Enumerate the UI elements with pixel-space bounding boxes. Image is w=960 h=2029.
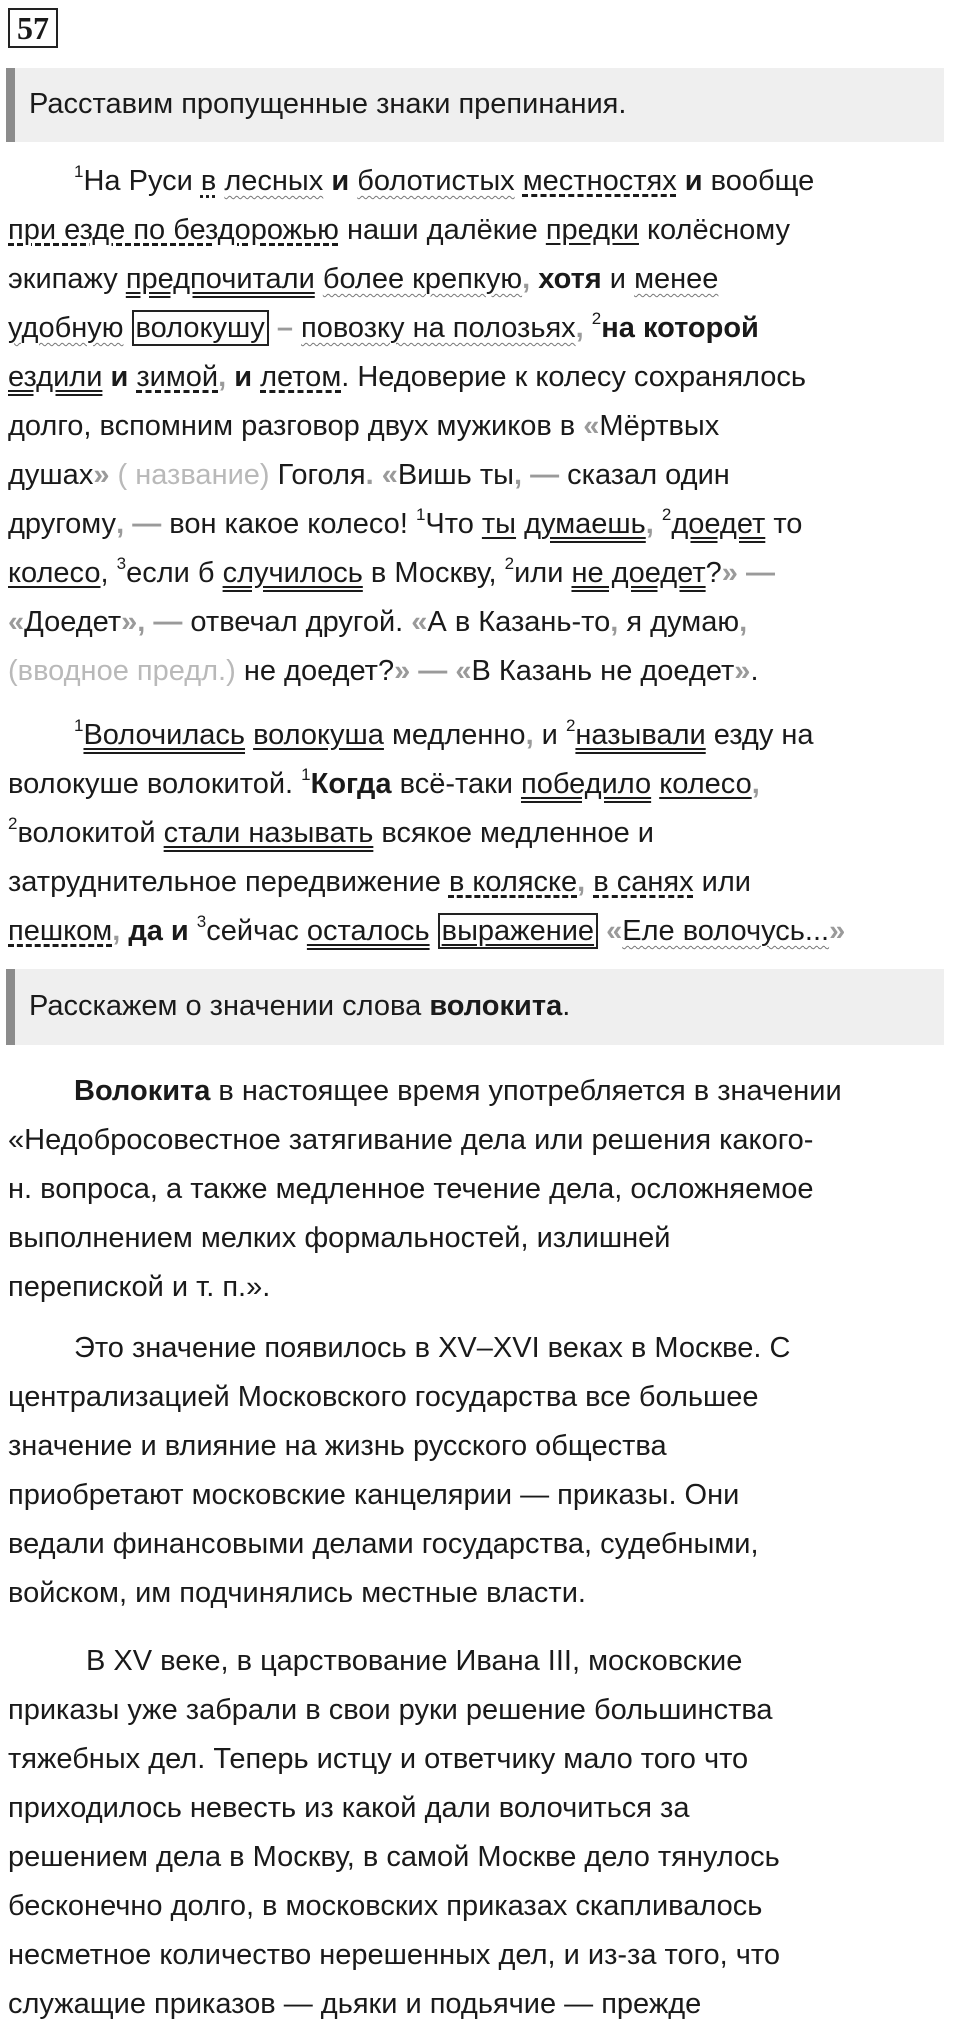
text-line: приходилось невесть из какой дали волочиться за bbox=[8, 1792, 690, 1824]
text-line: н. вопроса, а также медленное течение дела, осложняемое bbox=[8, 1173, 814, 1205]
text-line: выполнением мелких формальностей, излишней bbox=[8, 1222, 671, 1254]
text-line: «Доедет», — отвечал другой. «А в Казань-то, я думаю, bbox=[8, 606, 748, 638]
text-line: $^1$На Руси в лесных и болотистых местностях и вообще bbox=[74, 162, 815, 197]
meaning-paragraph-3 bbox=[8, 1637, 952, 2029]
text-line: Волокита в настоящее время употребляется в значении bbox=[74, 1075, 842, 1107]
text-line: душах» ( название) Гоголя. «Вишь ты, — сказал один bbox=[8, 459, 730, 491]
text-line: служащие приказов — дьяки и подьячие — прежде bbox=[8, 1988, 702, 2020]
text-line: другому, — вон какое колесо! $^1$Что ты думаешь, $^2$доедет то bbox=[8, 505, 803, 540]
text-line: централизацией Московского государства все большее bbox=[8, 1381, 759, 1413]
text-line: ездили и зимой, и летом. Недоверие к колесу сохранялось bbox=[8, 361, 807, 393]
text-line: ведали финансовыми делами государства, судебными, bbox=[8, 1528, 759, 1560]
meaning-paragraph-1 bbox=[8, 1067, 952, 1312]
exercise-paragraph-2 bbox=[8, 711, 952, 956]
text-line: несметное количество нерешенных дел, и из-за того, что bbox=[8, 1939, 780, 1971]
text-line: $^1$Волочилась волокуша медленно, и $^2$называли езду на bbox=[74, 716, 814, 751]
exercise-paragraph-1 bbox=[8, 157, 952, 696]
section-header-punctuation: Расставим пропущенные знаки препинания. bbox=[6, 68, 944, 142]
text-line: затруднительное передвижение в коляске, в санях или bbox=[8, 866, 751, 898]
text-line: Это значение появилось в XV–XVI веках в Москве. С bbox=[74, 1332, 791, 1364]
boxed-word: выражение bbox=[438, 913, 598, 949]
text-line: решением дела в Москву, в самой Москве дело тянулось bbox=[8, 1841, 780, 1873]
text-line: перепиской и т. п.». bbox=[8, 1271, 271, 1303]
text-line: значение и влияние на жизнь русского общества bbox=[8, 1430, 667, 1462]
text-line: В XV веке, в царствование Ивана III, московские bbox=[86, 1645, 743, 1677]
text-line: (вводное предл.) не доедет?» — «В Казань не доедет». bbox=[8, 655, 759, 687]
text-line: «Недобросовестное затягивание дела или решения какого- bbox=[8, 1124, 814, 1156]
text-line: волокуше волокитой. $^1$Когда всё-таки победило колесо, bbox=[8, 765, 760, 800]
text-line: войском, им подчинялись местные власти. bbox=[8, 1577, 586, 1609]
section-header-meaning: Расскажем о значении слова волокита. bbox=[6, 969, 944, 1045]
text-line: пешком, да и $^3$сейчас осталось выражение «Еле волочусь...» bbox=[8, 912, 846, 947]
meaning-paragraph-2 bbox=[8, 1324, 952, 1618]
text-line: экипажу предпочитали более крепкую, хотя и менее bbox=[8, 263, 719, 295]
text-line: бесконечно долго, в московских приказах скапливалось bbox=[8, 1890, 763, 1922]
task-number-badge: 57 bbox=[8, 8, 58, 48]
text-line: приобретают московские канцелярии — приказы. Они bbox=[8, 1479, 740, 1511]
text-line: приказы уже забрали в свои руки решение большинства bbox=[8, 1694, 773, 1726]
text-line: удобную волокушу – повозку на полозьях, $^2$на которой bbox=[8, 309, 759, 344]
text-line: долго, вспомним разговор двух мужиков в «Мёртвых bbox=[8, 410, 720, 442]
boxed-word: волокушу bbox=[132, 310, 269, 346]
text-line: колесо, $^3$если б случилось в Москву, $^2$или не доедет?» — bbox=[8, 554, 775, 589]
text-line: при езде по бездорожью наши далёкие предки колёсному bbox=[8, 214, 790, 246]
text-line: тяжебных дел. Теперь истцу и ответчику мало того что bbox=[8, 1743, 749, 1775]
text-line: $^2$волокитой стали называть всякое медленное и bbox=[8, 814, 654, 849]
